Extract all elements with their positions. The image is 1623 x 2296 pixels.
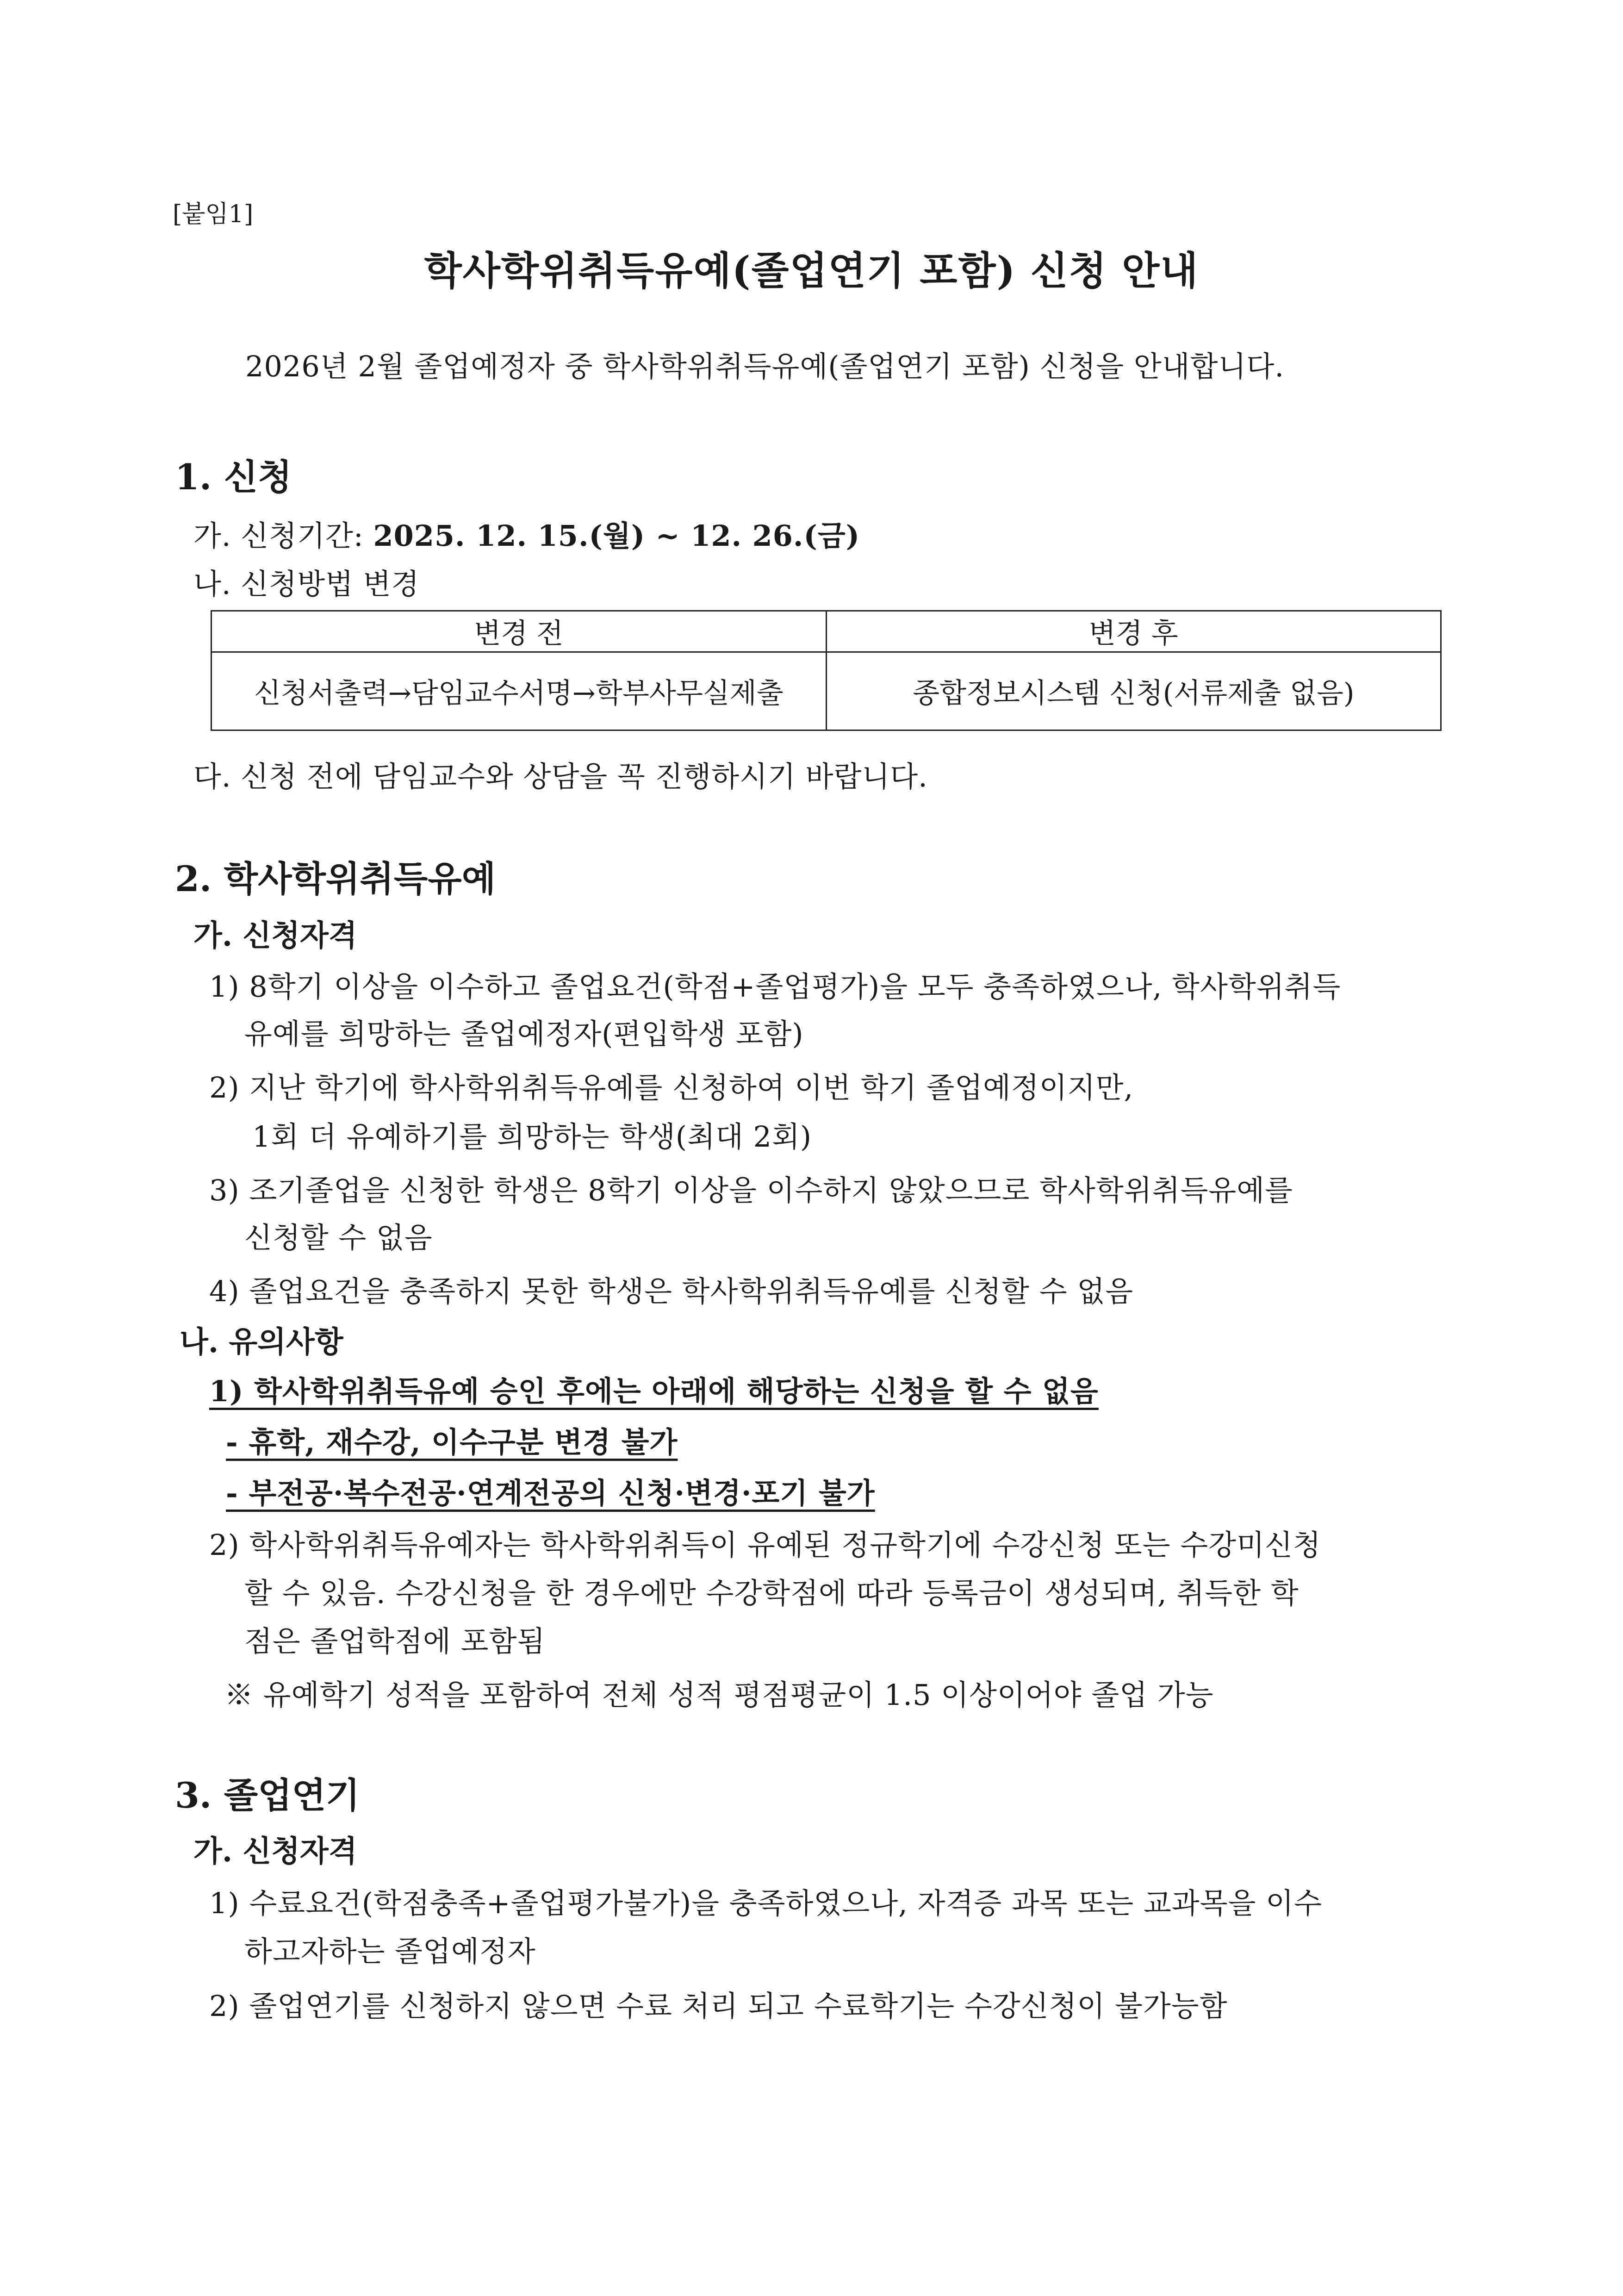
- notes-item: 할 수 있음. 수강신청을 한 경우에만 수강학점에 따라 등록금이 생성되며, 취득한 학: [244, 1576, 1299, 1610]
- eligibility-item: 유예를 희망하는 졸업예정자(편입학생 포함): [244, 1017, 804, 1051]
- section-3-heading: 3. 졸업연기: [175, 1775, 360, 1816]
- section-1-consult-note: 다. 신청 전에 담임교수와 상담을 꼭 진행하시기 바랍니다.: [193, 760, 928, 793]
- eligibility-item: 4) 졸업요건을 충족하지 못한 학생은 학사학위취득유예를 신청할 수 없음: [209, 1274, 1134, 1308]
- notes-gpa-remark: ※ 유예학기 성적을 포함하여 전체 성적 평점평균이 1.5 이상이어야 졸업 가능: [224, 1678, 1214, 1712]
- table-cell-before: 신청서출력→담임교수서명→학부사무실제출: [211, 652, 827, 730]
- section-1-method: 나. 신청방법 변경: [193, 567, 420, 601]
- method-change-table: [211, 610, 1442, 731]
- notes-item: 2) 학사학위취득유예자는 학사학위취득이 유예된 정규학기에 수강신청 또는 수강미신청: [209, 1528, 1321, 1562]
- section-2-eligibility-heading: 가. 신청자격: [193, 918, 357, 953]
- table-header-before: 변경 전: [211, 611, 827, 652]
- page-title: 학사학위취득유예(졸업연기 포함) 신청 안내: [424, 248, 1199, 293]
- section-1-heading: 1. 신청: [175, 456, 292, 498]
- postpone-eligibility-item: 하고자하는 졸업예정자: [244, 1934, 536, 1968]
- notes-restriction-item: 1) 학사학위취득유예 승인 후에는 아래에 해당하는 신청을 할 수 없음: [209, 1374, 1099, 1408]
- section-1-period: [193, 513, 860, 554]
- notes-restriction-item: - 부전공·복수전공·연계전공의 신청·변경·포기 불가: [226, 1476, 875, 1510]
- eligibility-item: 신청할 수 없음: [244, 1221, 433, 1254]
- eligibility-item: 3) 조기졸업을 신청한 학생은 8학기 이상을 이수하지 않았으므로 학사학위취득유예를: [209, 1173, 1293, 1207]
- postpone-eligibility-item: 1) 수료요건(학점충족+졸업평가불가)을 충족하였으나, 자격증 과목 또는 교과목을 이수: [209, 1886, 1322, 1920]
- intro-text: 2026년 2월 졸업예정자 중 학사학위취득유예(졸업연기 포함) 신청을 안내합니다.: [245, 349, 1285, 383]
- notes-item: 점은 졸업학점에 포함됨: [244, 1624, 546, 1658]
- eligibility-item: 2) 지난 학기에 학사학위취득유예를 신청하여 이번 학기 졸업예정이지만,: [209, 1071, 1134, 1104]
- notes-restriction-item: - 휴학, 재수강, 이수구분 변경 불가: [226, 1425, 678, 1459]
- attachment-label: [붙임1]: [173, 200, 254, 228]
- section-2-heading: 2. 학사학위취득유예: [175, 858, 496, 899]
- eligibility-item: 1) 8학기 이상을 이수하고 졸업요건(학점+졸업평가)을 모두 충족하였으나, 학사학위취득: [209, 970, 1341, 1004]
- section-2-notes-heading: 나. 유의사항: [180, 1325, 343, 1360]
- period-label: 가. 신청기간:: [193, 519, 373, 553]
- postpone-eligibility-item: 2) 졸업연기를 신청하지 않으면 수료 처리 되고 수료학기는 수강신청이 불가능함: [209, 1989, 1228, 2023]
- section-3-eligibility-heading: 가. 신청자격: [193, 1834, 357, 1869]
- period-dates: 2025. 12. 15.(월) ~ 12. 26.(금): [373, 519, 860, 553]
- table-header-after: 변경 후: [826, 611, 1441, 652]
- eligibility-item: 1회 더 유예하기를 희망하는 학생(최대 2회): [252, 1120, 812, 1154]
- table-cell-after: 종합정보시스템 신청(서류제출 없음): [826, 652, 1441, 730]
